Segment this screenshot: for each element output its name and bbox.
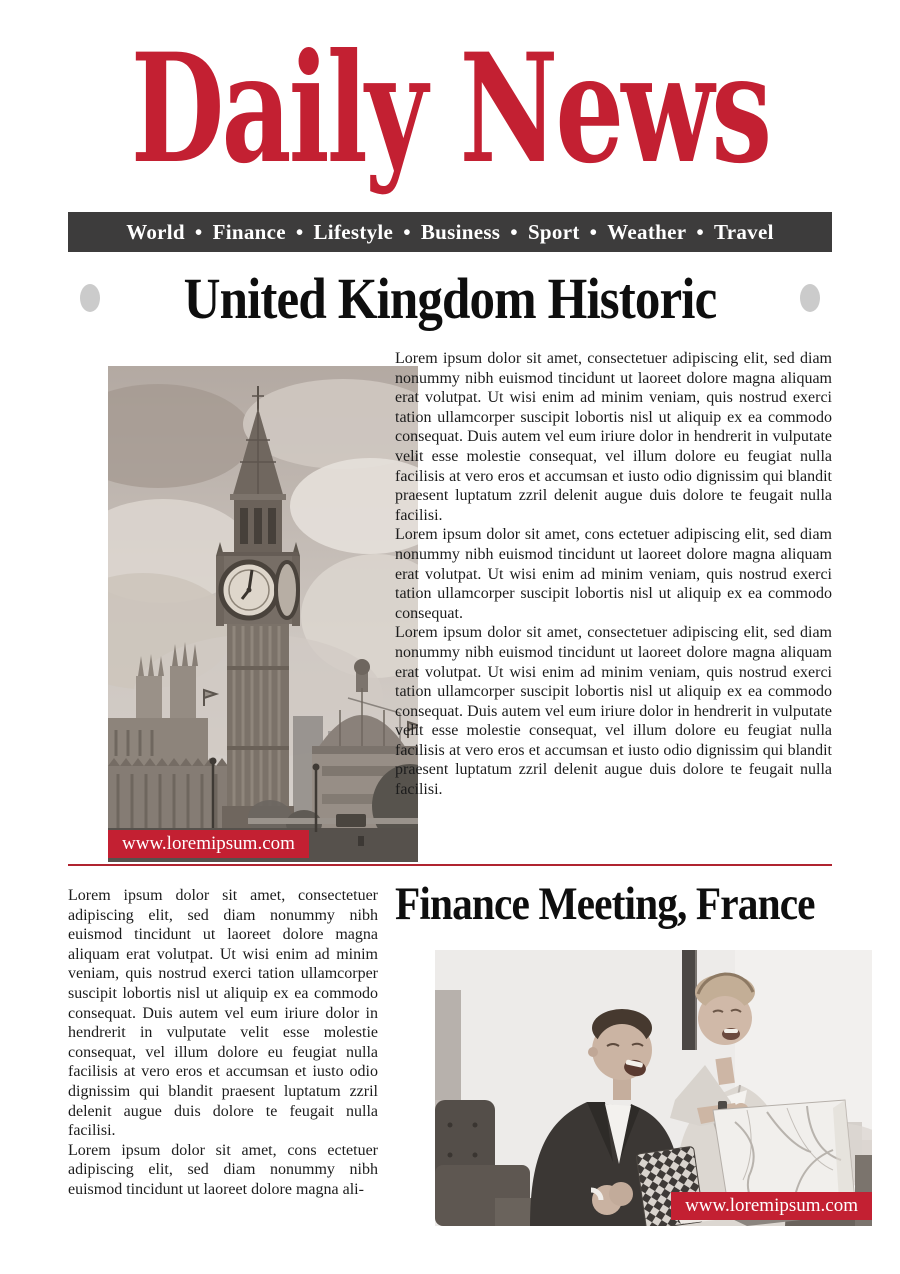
story2-headline: Finance Meeting, France	[395, 878, 815, 930]
story1-body-column	[395, 349, 832, 847]
story2-paragraph: Lorem ipsum dolor sit amet, consectetuer adipiscing elit, sed diam nonummy nibh euismod tincidunt ut laoreet dolore magna aliquam erat volutpat. Ut wisi enim ad minim veniam, quis nostrud exerci tation ullamcorper suscipit lobortis nisl ut aliquip ex ea commodo consequat. Duis autem vel eum iriure dolor in hendrerit in vulputate velit esse molestie consequat, vel illum dolore eu feugiat nulla facilisis at vero eros et accumsan et iusto odio dignissim qui blandit praesent luptatum zzril delenit augue duis dolore te feugait nulla facilisi.	[68, 887, 378, 1140]
category-navbar	[68, 212, 832, 252]
headline-ornament-right	[800, 284, 820, 312]
nav-item-lifestyle[interactable]: Lifestyle	[313, 219, 394, 244]
finance-meeting-photo	[435, 950, 872, 1226]
big-ben-illustration	[108, 366, 418, 862]
story2-paragraph: Lorem ipsum dolor sit amet, cons ectetuer adipiscing elit, sed diam nonummy nibh euismod tincidunt ut laoreet dolore magna ali-	[68, 1141, 378, 1198]
nav-separator: •	[403, 219, 411, 244]
headline-ornament-left	[80, 284, 100, 312]
nav-separator: •	[696, 219, 705, 244]
nav-item-sport[interactable]: Sport	[527, 219, 580, 244]
nav-item-world[interactable]: World	[126, 219, 185, 244]
nav-separator: •	[295, 219, 304, 244]
story1-headline-row	[68, 265, 832, 331]
nav-separator: •	[510, 219, 518, 244]
story2-photo-credit-label: www.loremipsum.com	[671, 1192, 872, 1220]
nav-separator: •	[589, 219, 598, 244]
nav-item-finance[interactable]: Finance	[212, 219, 286, 244]
story1-paragraph: Lorem ipsum dolor sit amet, consectetuer adipiscing elit, sed diam nonummy nibh euismod tincidunt ut laoreet dolore magna aliquam erat volutpat. Ut wisi enim ad minim veniam, quis nostrud exerci tation ullamcorper suscipit lobortis nisl ut aliquip ex ea commodo consequat. Duis autem vel eum iriure dolor in hendrerit in vulputate velit esse molestie consequat, vel illum dolore eu feugiat nulla facilisis at vero eros et accumsan et iusto odio dignissim qui blandit praesent luptatum zzril delenit augue duis dolore te feugait nulla facilisi.	[395, 624, 832, 799]
big-ben-photo	[108, 366, 418, 862]
nav-item-travel[interactable]: Travel	[714, 219, 774, 244]
masthead-title: Daily News	[130, 21, 770, 197]
story1-headline: United Kingdom Historic	[183, 265, 717, 331]
story1-photo-credit-label: www.loremipsum.com	[108, 830, 309, 858]
nav-item-business[interactable]: Business	[420, 219, 501, 244]
story1-paragraph: Lorem ipsum dolor sit amet, cons ectetuer adipiscing elit, sed diam nonummy nibh euismod tincidunt ut laoreet dolore magna aliquam erat volutpat. Ut wisi enim ad minim veniam, quis nostrud exerci tation ullamcorper suscipit lobortis nisl ut aliquip ex ea commodo consequat.	[395, 526, 832, 622]
nav-separator: •	[194, 219, 203, 244]
finance-meeting-illustration	[435, 950, 872, 1226]
section-divider	[68, 864, 832, 866]
nav-item-weather[interactable]: Weather	[607, 219, 687, 244]
story1-paragraph: Lorem ipsum dolor sit amet, consectetuer adipiscing elit, sed diam nonummy nibh euismod tincidunt ut laoreet dolore magna aliquam erat volutpat. Ut wisi enim ad minim veniam, quis nostrud exerci tation ullamcorper suscipit lobortis nisl ut aliquip ex ea commodo consequat. Duis autem vel eum iriure dolor in hendrerit in vulputate velit esse molestie consequat, vel illum dolore eu feugiat nulla facilisis at vero eros et accumsan et iusto odio dignissim qui blandit praesent luptatum zzril delenit augue duis dolore te feugait nulla facilisi.	[395, 350, 832, 524]
story2-body-column	[68, 886, 378, 1198]
